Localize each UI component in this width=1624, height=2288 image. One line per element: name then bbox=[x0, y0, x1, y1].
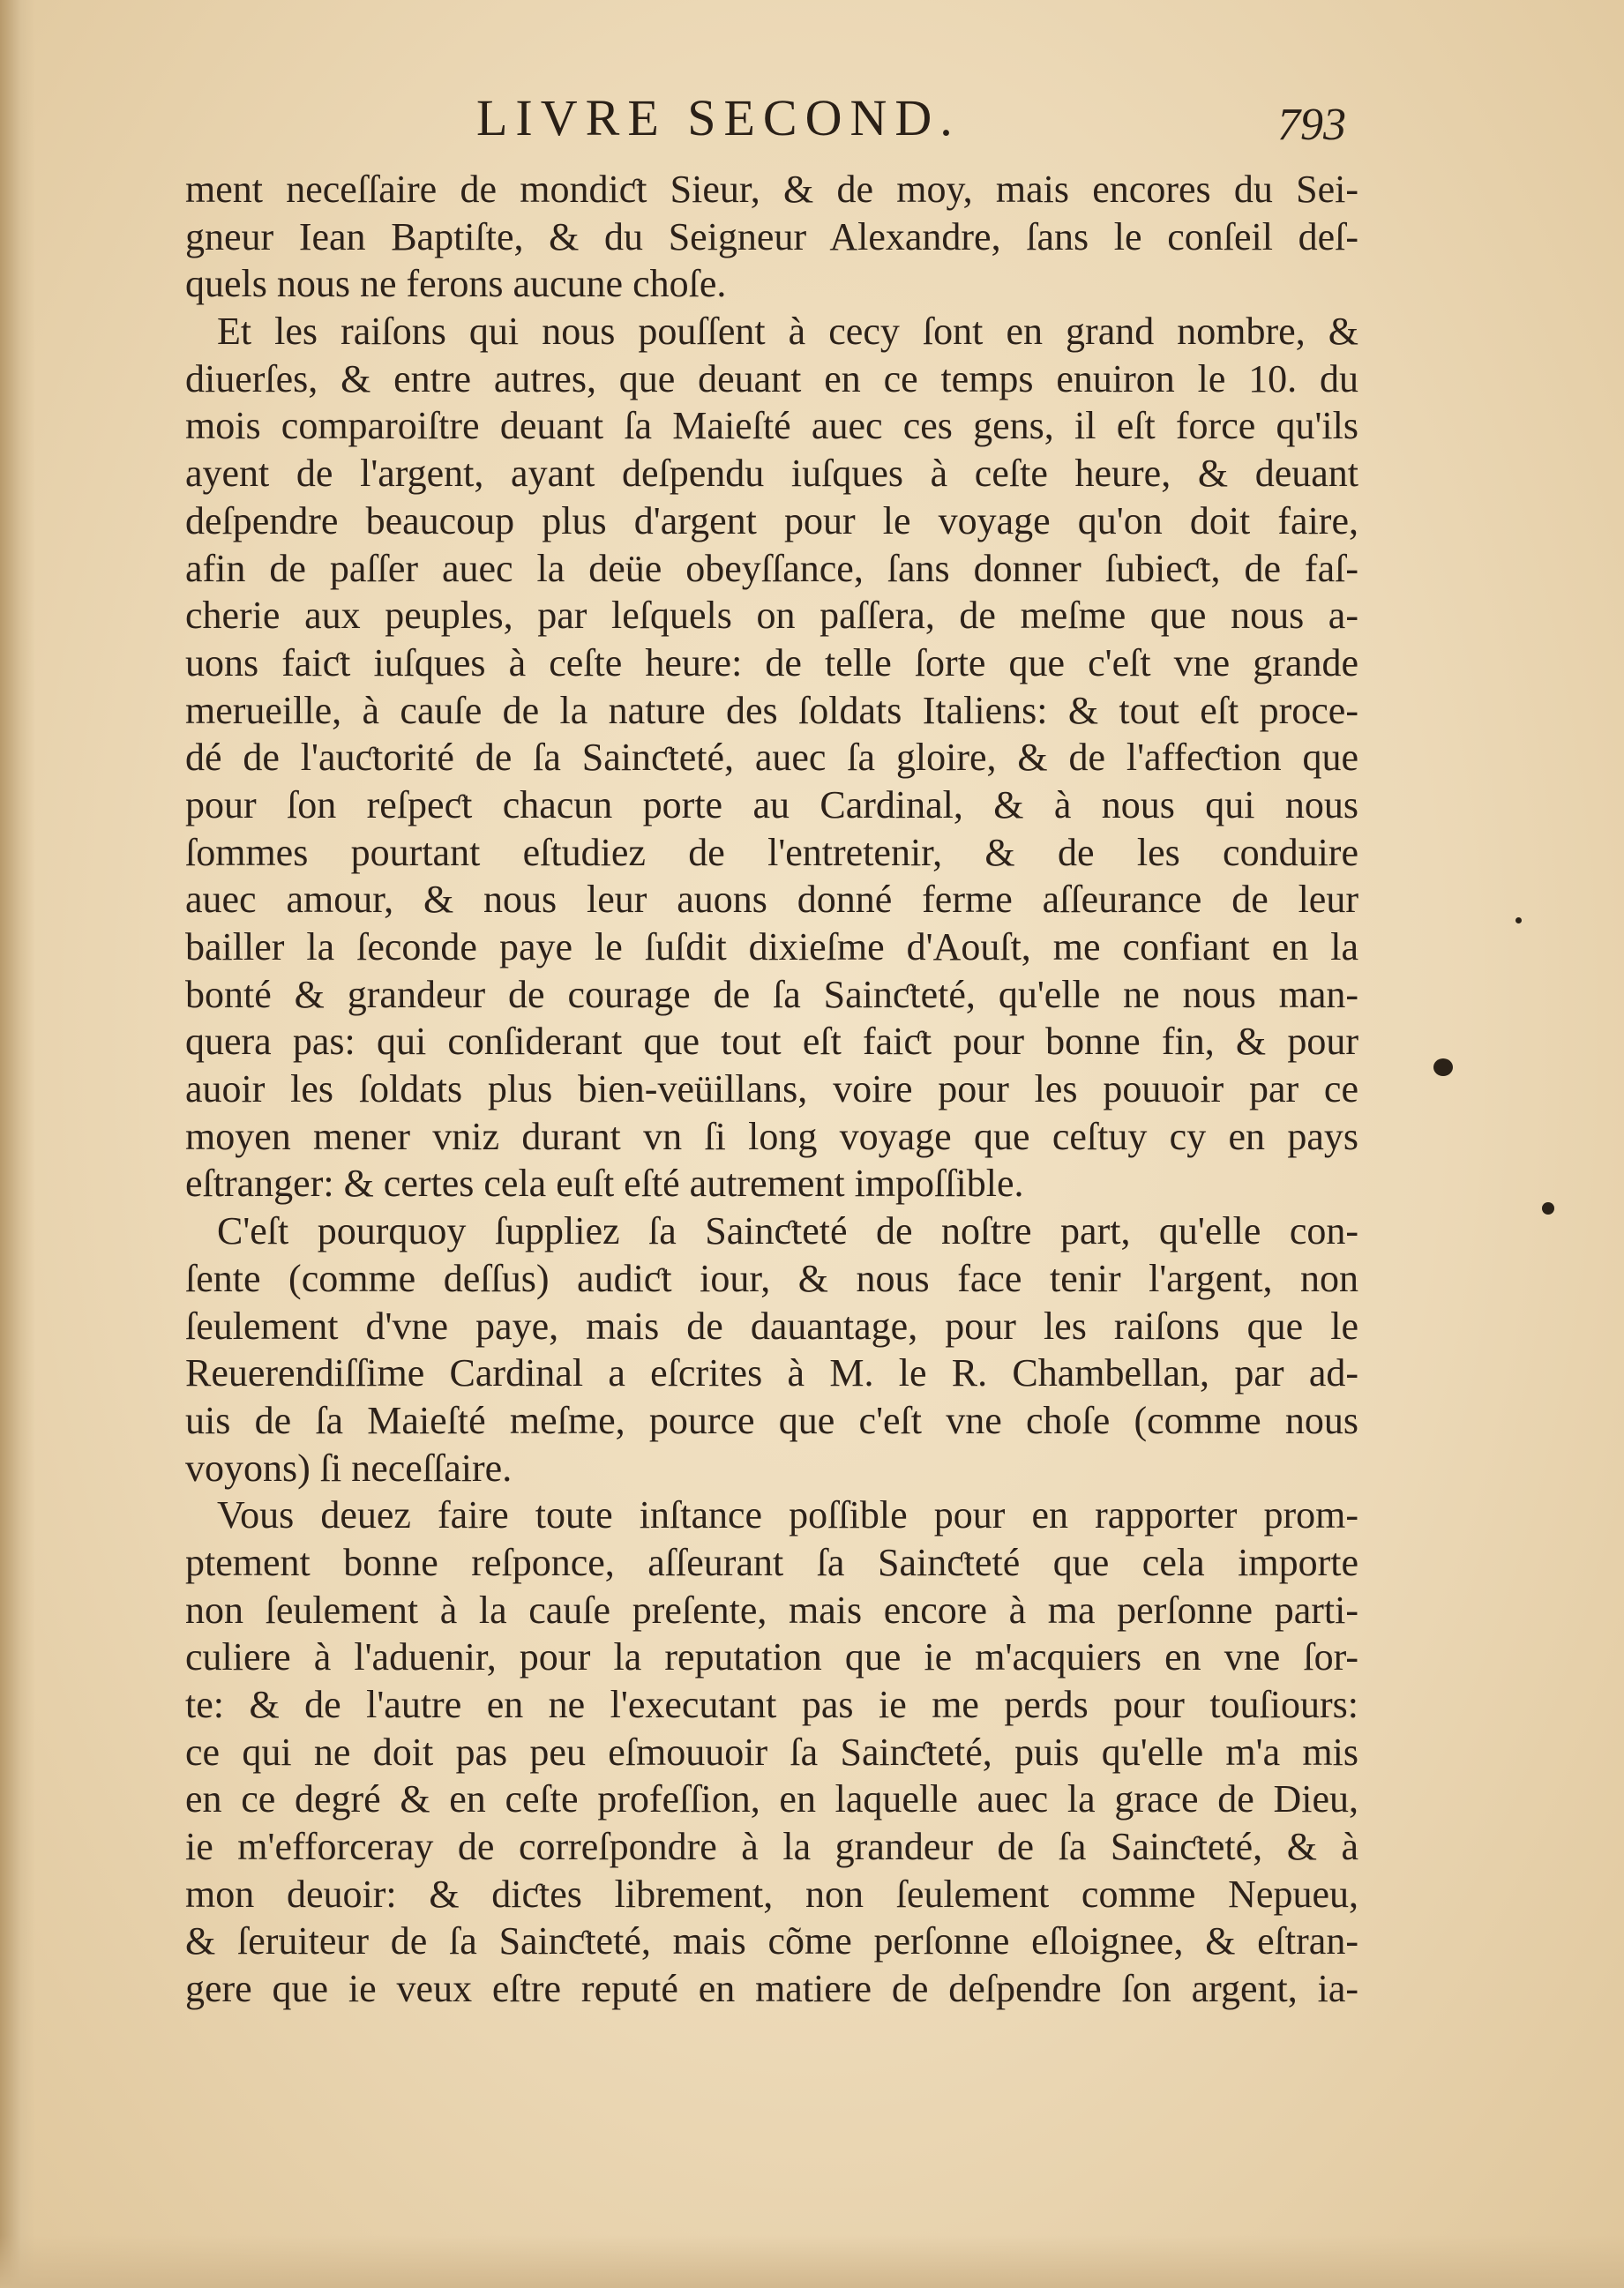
text-line: bailler la ſeconde paye le ſuſdit dixieſme d'Aouſt, me confiant en la bbox=[185, 925, 1358, 968]
text-line: Vous deuez faire toute inſtance poſſible pour en rapporter prom- bbox=[217, 1493, 1358, 1537]
text-line: Reuerendiſſime Cardinal a eſcrites à M. le R. Chambellan, par ad- bbox=[185, 1351, 1358, 1395]
text-line: non ſeulement à la cauſe preſente, mais encore à ma perſonne parti- bbox=[185, 1588, 1358, 1632]
text-line: afin de paſſer auec la deüe obeyſſance, ſans donner ſubieƈt, de faſ- bbox=[185, 546, 1358, 590]
text-line: auec amour, & nous leur auons donné ferme aſſeurance de leur bbox=[185, 878, 1358, 922]
text-line: ſeulement d'vne paye, mais de dauantage, pour les raiſons que le bbox=[185, 1304, 1358, 1348]
ink-spot bbox=[1542, 1202, 1554, 1215]
text-line: mois comparoiſtre deuant ſa Maieſté auec ces gens, il eſt force qu'ils bbox=[185, 404, 1358, 448]
text-line: C'eſt pourquoy ſuppliez ſa Sainƈteté de noſtre part, qu'elle con- bbox=[217, 1209, 1358, 1253]
text-line: diuerſes, & entre autres, que deuant en ce temps enuiron le 10. du bbox=[185, 356, 1358, 400]
text-line: te: & de l'autre en ne l'executant pas ie me perds pour touſiours: bbox=[185, 1683, 1358, 1726]
text-line: ptement bonne reſponce, aſſeurant ſa Sainƈteté que cela importe bbox=[185, 1540, 1358, 1584]
text-line: ſommes pourtant eſtudiez de l'entretenir, & de les conduire bbox=[185, 830, 1358, 874]
text-line: uis de ſa Maieſté meſme, pource que c'eſt vne choſe (comme nous bbox=[185, 1398, 1358, 1442]
text-line: mon deuoir: & diƈtes librement, non ſeulement comme Nepueu, bbox=[185, 1872, 1358, 1916]
text-line: uons faiƈt iuſques à ceſte heure: de telle ſorte que c'eſt vne grande bbox=[185, 640, 1358, 684]
text-line: auoir les ſoldats plus bien-veüillans, voire pour les pouuoir par ce bbox=[185, 1067, 1358, 1111]
text-line: gere que ie veux eſtre reputé en matiere de deſpendre ſon argent, ia- bbox=[185, 1967, 1358, 2011]
text-line: gneur Iean Baptiſte, & du Seigneur Alexandre, ſans le conſeil deſ- bbox=[185, 214, 1358, 258]
text-line: cherie aux peuples, par leſquels on paſſera, de meſme que nous a- bbox=[185, 594, 1358, 638]
text-line: ſente (comme deſſus) audiƈt iour, & nous face tenir l'argent, non bbox=[185, 1256, 1358, 1300]
text-line: moyen mener vniz durant vn ſi long voyage que ceſtuy cy en pays bbox=[185, 1114, 1358, 1158]
text-line: ie m'efforceray de correſpondre à la grandeur de ſa Sainƈteté, & à bbox=[185, 1825, 1358, 1869]
page-number: 793 bbox=[1277, 100, 1346, 150]
running-head: LIVRE SECOND. bbox=[476, 89, 961, 146]
text-line: bonté & grandeur de courage de ſa Sainƈteté, qu'elle ne nous man- bbox=[185, 972, 1358, 1016]
ink-spot bbox=[1515, 917, 1522, 923]
text-line: merueille, à cauſe de la nature des ſoldats Italiens: & tout eſt proce- bbox=[185, 688, 1358, 732]
text-line: pour ſon reſpeƈt chacun porte au Cardinal, & à nous qui nous bbox=[185, 782, 1358, 826]
text-line: deſpendre beaucoup plus d'argent pour le voyage qu'on doit faire, bbox=[185, 498, 1358, 542]
text-line: quera pas: qui conſiderant que tout eſt faiƈt pour bonne fin, & pour bbox=[185, 1020, 1358, 1064]
text-line: ce qui ne doit pas peu eſmouuoir ſa Sainƈteté, puis qu'elle m'a mis bbox=[185, 1730, 1358, 1774]
page-edge-shadow bbox=[0, 0, 35, 2288]
body-text bbox=[185, 166, 1358, 2013]
text-line: ment neceſſaire de mondiƈt Sieur, & de moy, mais encores du Sei- bbox=[185, 168, 1358, 211]
text-line: & ſeruiteur de ſa Sainƈteté, mais cõme perſonne eſloignee, & eſtran- bbox=[185, 1919, 1358, 1963]
page-bottom-shadow bbox=[0, 2235, 1624, 2288]
text-line: eſtranger: & certes cela euſt eſté autrement impoſſible. bbox=[185, 1162, 1024, 1206]
text-line: culiere à l'aduenir, pour la reputation que ie m'acquiers en vne ſor- bbox=[185, 1635, 1358, 1679]
ink-spot bbox=[1433, 1058, 1453, 1076]
text-line: dé de l'auƈtorité de ſa Sainƈteté, auec ſa gloire, & de l'affeƈtion que bbox=[185, 736, 1358, 780]
text-line: voyons) ſi neceſſaire. bbox=[185, 1446, 513, 1490]
text-line: ayent de l'argent, ayant deſpendu iuſques à ceſte heure, & deuant bbox=[185, 452, 1358, 496]
text-line: Et les raiſons qui nous pouſſent à cecy ſont en grand nombre, & bbox=[217, 310, 1358, 354]
text-line: en ce degré & en ceſte profeſſion, en laquelle auec la grace de Dieu, bbox=[185, 1777, 1358, 1821]
text-line: quels nous ne ferons aucune choſe. bbox=[185, 262, 727, 306]
